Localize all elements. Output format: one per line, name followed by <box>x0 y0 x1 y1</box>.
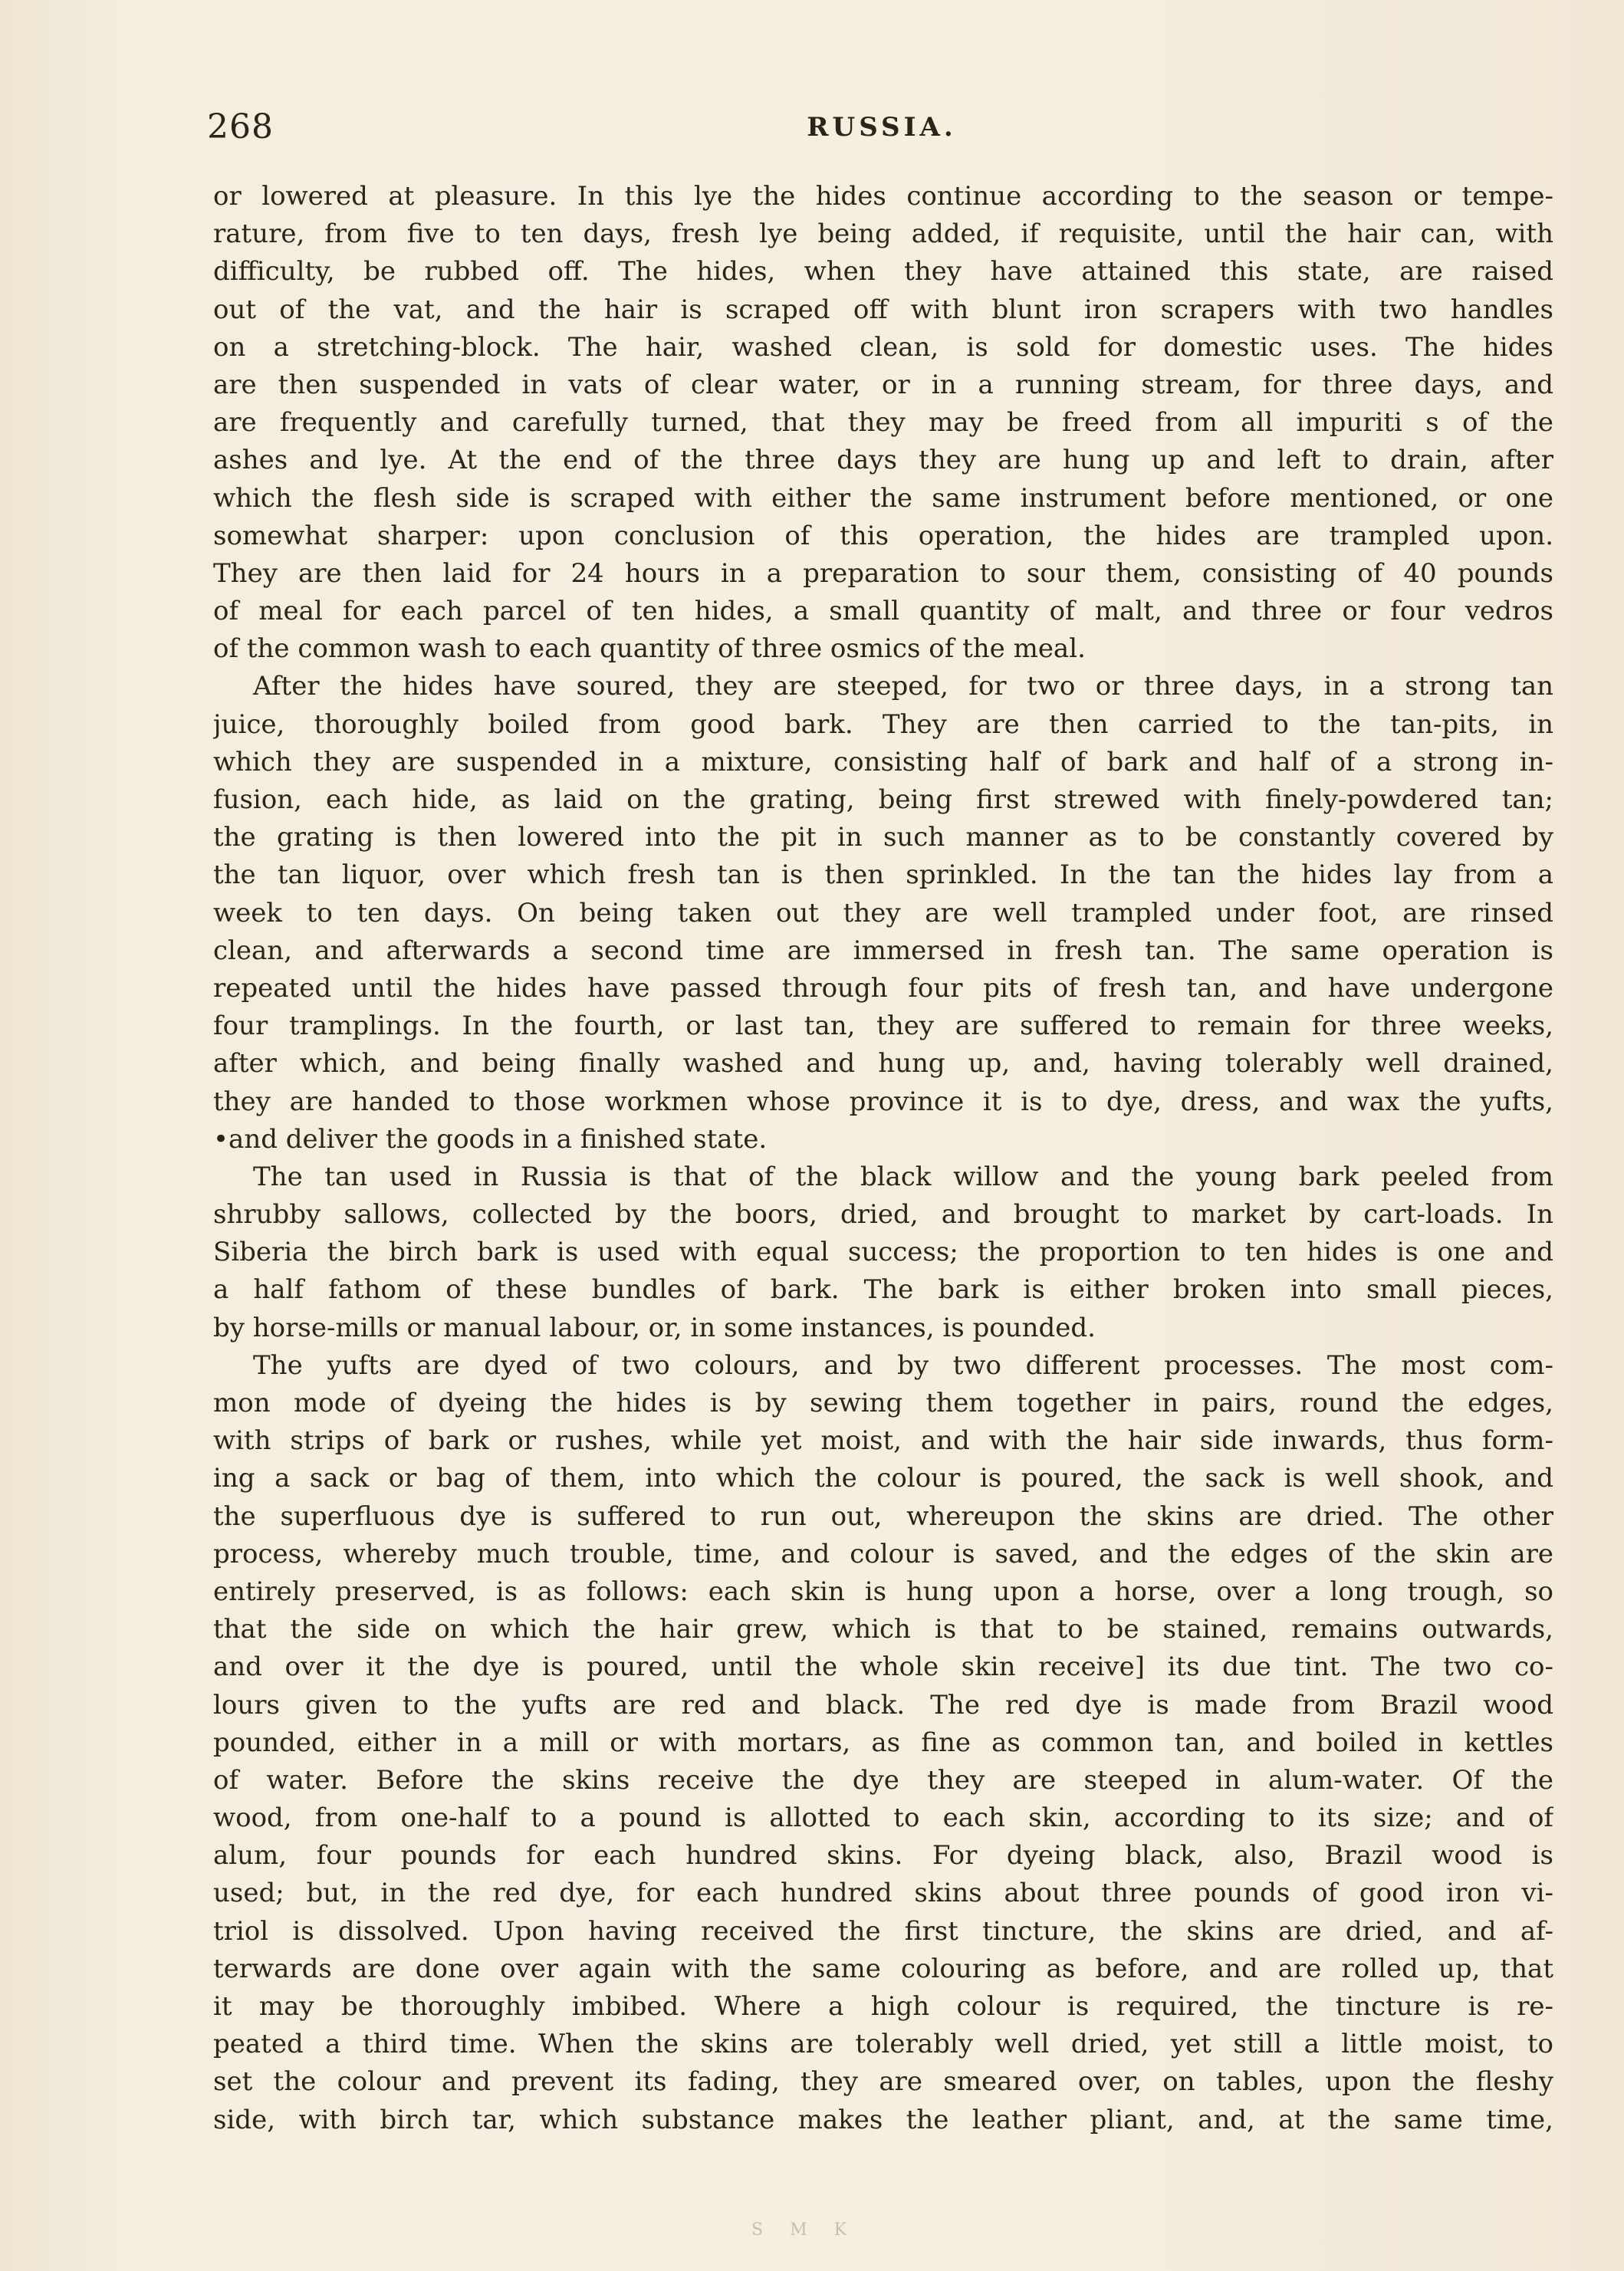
text-line: mon mode of dyeing the hides is by sewing them together in pairs, round the edges, <box>213 1388 1553 1418</box>
text-line: of meal for each parcel of ten hides, a small quantity of malt, and three or four vedros <box>213 596 1553 627</box>
text-line: process, whereby much trouble, time, and colour is saved, and the edges of the skin are <box>213 1538 1553 1569</box>
text-line: repeated until the hides have passed through four pits of fresh tan, and have undergone <box>213 972 1553 1004</box>
text-line: pounded, either in a mill or with mortars, as fine as common tan, and boiled in kettles <box>213 1727 1553 1758</box>
text-line: four tramplings. In the fourth, or last tan, they are suffered to remain for three weeks, <box>213 1011 1553 1042</box>
page-number: 268 <box>207 107 274 146</box>
text-line: are then suspended in vats of clear water, or in a running stream, for three days, and <box>213 369 1553 400</box>
text-line: juice, thoroughly boiled from good bark. They are then carried to the tan-pits, in <box>213 708 1553 740</box>
text-line: alum, four pounds for each hundred skins. For dyeing black, also, Brazil wood is <box>213 1840 1553 1872</box>
text-line: with strips of bark or rushes, while yet moist, and with the hair side inwards, thus form- <box>213 1425 1553 1457</box>
text-line: a half fathom of these bundles of bark. The bark is either broken into small pieces, <box>213 1274 1553 1306</box>
text-line: or lowered at pleasure. In this lye the hides continue according to the season or tempe- <box>213 181 1553 212</box>
text-line: fusion, each hide, as laid on the grating, being first strewed with finely-powdered tan; <box>213 784 1553 815</box>
text-line: out of the vat, and the hair is scraped off with blunt iron scrapers with two handles <box>213 294 1553 325</box>
body-text <box>213 178 1553 2139</box>
text-line: the superfluous dye is suffered to run out, whereupon the skins are dried. The other <box>213 1500 1553 1532</box>
text-line: peated a third time. When the skins are tolerably well dried, yet still a little moist, to <box>213 2029 1553 2060</box>
text-line: they are handed to those workmen whose province it is to dye, dress, and wax the yufts, <box>213 1086 1553 1117</box>
text-line: are frequently and carefully turned, that they may be freed from all impuriti s of the <box>213 407 1553 439</box>
text-line: ing a sack or bag of them, into which the colour is poured, the sack is well shook, and <box>213 1463 1553 1494</box>
text-line: it may be thoroughly imbibed. Where a high colour is required, the tincture is re- <box>213 1991 1553 2022</box>
text-line: of water. Before the skins receive the dye they are steeped in alum-water. Of the <box>213 1764 1553 1796</box>
text-line: Siberia the birch bark is used with equal success; the proportion to ten hides is one and <box>213 1237 1553 1268</box>
text-line: the tan liquor, over which fresh tan is then sprinkled. In the tan the hides lay from a <box>213 859 1553 891</box>
text-line: set the colour and prevent its fading, they are smeared over, on tables, upon the fleshy <box>213 2066 1553 2098</box>
text-line: used; but, in the red dye, for each hundred skins about three pounds of good iron vi- <box>213 1878 1553 1909</box>
paragraph-start-line: The tan used in Russia is that of the black willow and the young bark peeled from <box>253 1161 1553 1192</box>
text-line: which the flesh side is scraped with either the same instrument before mentioned, or one <box>213 482 1553 514</box>
text-line: terwards are done over again with the same colouring as before, and are rolled up, that <box>213 1953 1553 1984</box>
text-line: week to ten days. On being taken out they are well trampled under foot, are rinsed <box>213 897 1553 928</box>
paragraph-start-line: The yufts are dyed of two colours, and by two different processes. The most com- <box>253 1349 1553 1381</box>
paragraph-end-line: •and deliver the goods in a finished state. <box>213 1123 768 1155</box>
text-line: after which, and being finally washed and hung up, and, having tolerably well drained, <box>213 1048 1553 1080</box>
text-line: ashes and lye. At the end of the three days they are hung up and left to drain, after <box>213 445 1553 476</box>
signature-mark: S M K <box>751 2220 858 2240</box>
text-line: side, with birch tar, which substance makes the leather pliant, and, at the same time, <box>213 2104 1553 2135</box>
text-line: shrubby sallows, collected by the boors, dried, and brought to market by cart-loads. In <box>213 1199 1553 1231</box>
text-line: wood, from one-half to a pound is allotted to each skin, according to its size; and of <box>213 1803 1553 1834</box>
page-header <box>207 107 1557 153</box>
text-line: difficulty, be rubbed off. The hides, when they have attained this state, are raised <box>213 256 1553 288</box>
text-line: on a stretching-block. The hair, washed clean, is sold for domestic uses. The hides <box>213 331 1553 363</box>
text-line: entirely preserved, is as follows: each skin is hung upon a horse, over a long trough, so <box>213 1576 1553 1607</box>
text-line: rature, from five to ten days, fresh lye being added, if requisite, until the hair can, with <box>213 219 1553 250</box>
paragraph-end-line: of the common wash to each quantity of three osmics of the meal. <box>213 633 1086 665</box>
text-line: the grating is then lowered into the pit in such manner as to be constantly covered by <box>213 822 1553 853</box>
text-line: triol is dissolved. Upon having received the first tincture, the skins are dried, and af- <box>213 1915 1553 1947</box>
text-line: clean, and afterwards a second time are immersed in fresh tan. The same operation is <box>213 935 1553 966</box>
paragraph-start-line: After the hides have soured, they are steeped, for two or three days, in a strong tan <box>253 671 1553 702</box>
text-line: lours given to the yufts are red and black. The red dye is made from Brazil wood <box>213 1689 1553 1721</box>
text-line: which they are suspended in a mixture, consisting half of bark and half of a strong in- <box>213 746 1553 777</box>
text-line: that the side on which the hair grew, which is that to be stained, remains outwards, <box>213 1614 1553 1645</box>
text-line: They are then laid for 24 hours in a preparation to sour them, consisting of 40 pounds <box>213 557 1553 589</box>
text-line: somewhat sharper: upon conclusion of this operation, the hides are trampled upon. <box>213 520 1553 551</box>
running-title: RUSSIA. <box>807 112 957 143</box>
paragraph-end-line: by horse-mills or manual labour, or, in some instances, is pounded. <box>213 1312 1096 1343</box>
text-line: and over it the dye is poured, until the whole skin receive] its due tint. The two co- <box>213 1651 1553 1683</box>
